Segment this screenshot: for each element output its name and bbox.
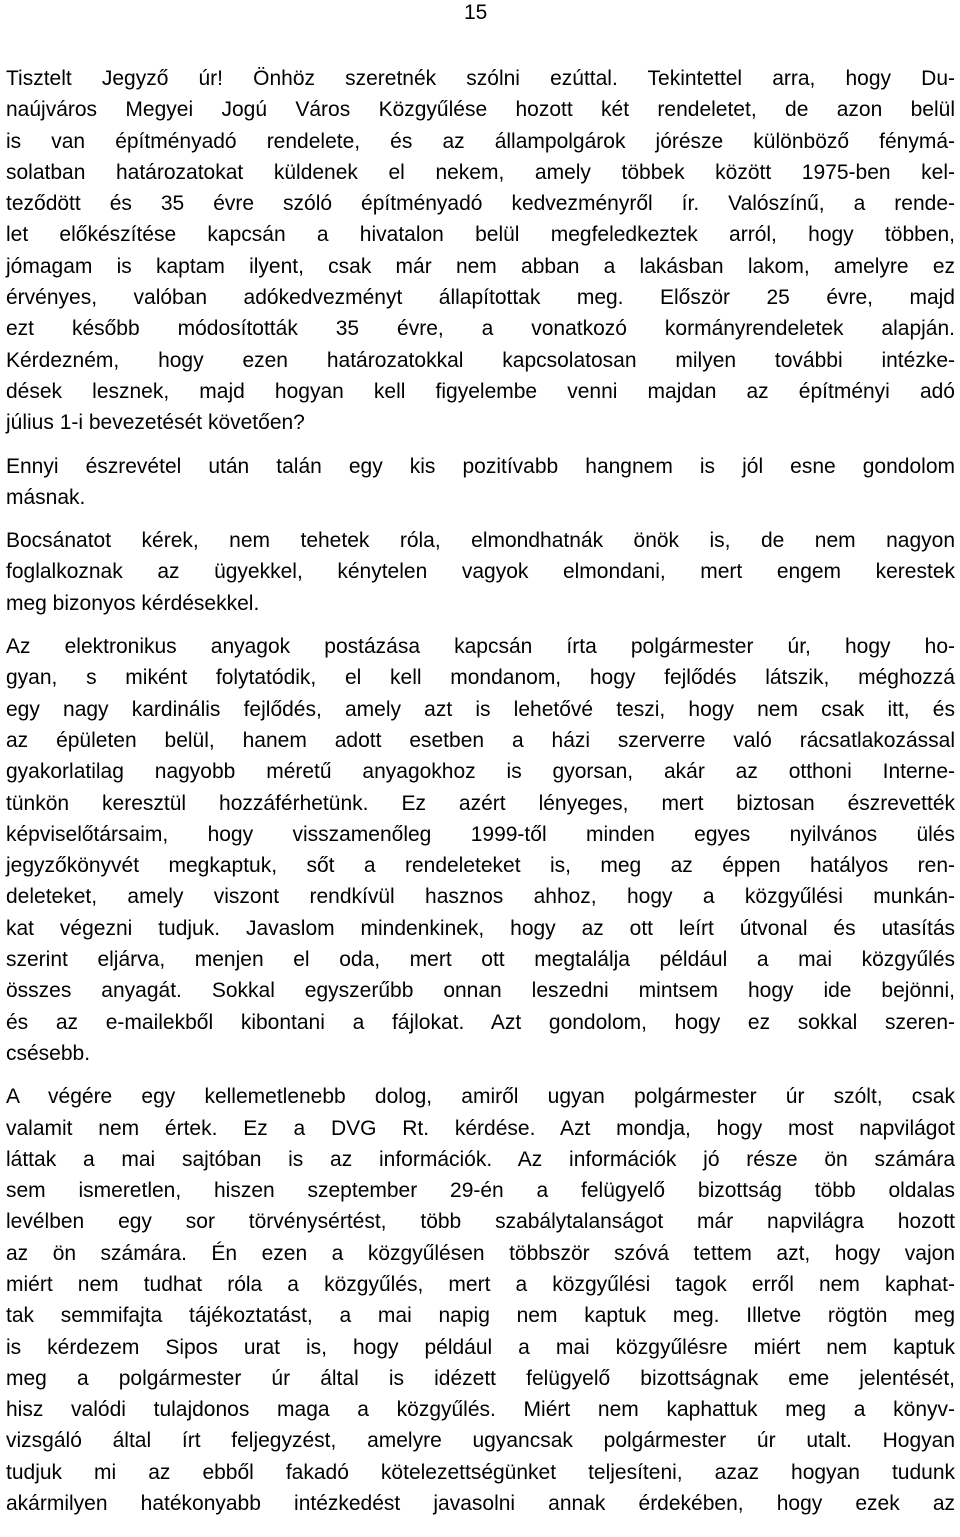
text-line: kat végezni tudjuk. Javaslom mindenkinek, hogy az ott leírt útvonal és utasítás [6, 916, 955, 940]
text-line: az épületen belül, hanem adott esetben a házi szerverre való rácsatlakozással [6, 728, 955, 752]
text-line: solatban határozatokat küldenek el nekem, amely többek között 1975-ben kel- [6, 160, 955, 184]
text-line: deleteket, amely viszont rendkívül hasznos ahhoz, hogy a közgyűlési munkán- [6, 885, 955, 909]
text-line: valamit nem értek. Ez a DVG Rt. kérdése. Azt mondja, hogy most napvilágot [6, 1116, 955, 1140]
text-line: levélben egy sor törvénysértést, több szabálytalanságot már napvilágra hozott [6, 1210, 955, 1234]
text-line: akármilyen hatékonyabb intézkedést javasolni annak érdekében, hogy ezek az [6, 1492, 955, 1516]
text-line: is van építményadó rendelete, és az állampolgárok jórésze különböző fénymá- [6, 129, 955, 153]
page-number-text: 15 [464, 1, 488, 24]
text-line: A végére egy kellemetlenebb dolog, amiről ugyan polgármester úr szólt, csak [6, 1085, 955, 1109]
text-line: vizsgáló által írt feljegyzést, amelyre ugyancsak polgármester úr utalt. Hogyan [6, 1429, 955, 1453]
text-line: az ön számára. Én ezen a közgyűlésen többször szóvá tettem azt, hogy vajon [6, 1241, 955, 1265]
paragraph-5 [6, 1081, 955, 1519]
text-line: gyakorlatilag nagyobb méretű anyagokhoz is gyorsan, akár az otthoni Interne- [6, 760, 955, 784]
text-line: Tisztelt Jegyző úr! Önhöz szeretnék szólni ezúttal. Tekintettel arra, hogy Du- [6, 67, 955, 90]
text-line: jegyzőkönyvét megkaptuk, sőt a rendeleteket is, meg az éppen hatályos ren- [6, 854, 955, 878]
text-line: érvényes, valóban adókedvezményt állapítottak meg. Először 25 évre, majd [6, 286, 955, 310]
text-line: egy nagy kardinális fejlődés, amely azt is lehetővé teszi, hogy nem csak itt, és [6, 697, 955, 721]
text-line: jómagam is kaptam ilyent, csak már nem abban a lakásban lakom, amelyre ez [6, 254, 955, 278]
text-line: is kérdezem Sipos urat is, hogy például a mai közgyűlésre miért nem kaptuk [6, 1335, 955, 1359]
text-line: sem ismeretlen, hiszen szeptember 29-én a felügyelő bizottság több oldalas [6, 1179, 955, 1203]
text-line: július 1-i bevezetését követően? [6, 411, 305, 435]
text-line: képviselőtársaim, hogy visszamenőleg 1999-től minden egyes nyilvános ülés [6, 822, 955, 846]
text-line: másnak. [6, 485, 86, 509]
text-line: Ennyi észrevétel után talán egy kis pozitívabb hangnem is jól esne gondolom [6, 454, 955, 478]
text-line: csésebb. [6, 1041, 91, 1065]
text-line: Bocsánatot kérek, nem tehetek róla, elmondhatnák önök is, de nem nagyon [6, 529, 955, 553]
paragraph-3 [6, 525, 955, 619]
text-line: gyan, s miként folytatódik, el kell mondanom, hogy fejlődés látszik, méghozzá [6, 666, 955, 690]
text-line: naújváros Megyei Jogú Város Közgyűlése hozott két rendeletet, de azon belül [6, 98, 955, 122]
text-line: Kérdezném, hogy ezen határozatokkal kapcsolatosan milyen további intézke- [6, 348, 955, 372]
paragraph-1 [6, 63, 955, 439]
text-line: tudjuk mi az ebből fakadó kötelezettségünket teljesíteni, azaz hogyan tudunk [6, 1460, 955, 1484]
text-line: meg bizonyos kérdésekkel. [6, 591, 260, 615]
text-line: láttak a mai sajtóban is az információk. Az információk jó része ön számára [6, 1147, 955, 1171]
text-line: meg a polgármester úr által is idézett felügyelő bizottságnak eme jelentését, [6, 1366, 955, 1390]
text-line: hisz valódi tulajdonos maga a közgyűlés. Miért nem kaphattuk meg a könyv- [6, 1398, 955, 1422]
text-line: foglalkoznak az ügyekkel, kénytelen vagyok elmondani, mert engem kerestek [6, 560, 955, 584]
text-line: és az e-mailekből kibontani a fájlokat. Azt gondolom, hogy ez sokkal szeren- [6, 1010, 955, 1034]
text-line: dések lesznek, majd hogyan kell figyelembe venni majdan az építményi adó [6, 379, 955, 403]
text-line: miért nem tudhat róla a közgyűlés, mert a közgyűlési tagok erről nem kaphat- [6, 1272, 955, 1296]
document-body [6, 63, 955, 1531]
paragraph-4 [6, 631, 955, 1069]
text-line: ezt később módosították 35 évre, a vonatkozó kormányrendeletek alapján. [6, 317, 955, 341]
text-line: Az elektronikus anyagok postázása kapcsán írta polgármester úr, hogy ho- [6, 635, 955, 659]
text-line: teződött és 35 évre szóló építményadó kedvezményről ír. Valószínű, a rende- [6, 192, 955, 216]
text-line: let előkészítése kapcsán a hivatalon belül megfeledkeztek arról, hogy többen, [6, 223, 955, 247]
text-line: tak semmifajta tájékoztatást, a mai napig nem kaptuk meg. Illetve rögtön meg [6, 1304, 955, 1328]
text-line: összes anyagát. Sokkal egyszerűbb onnan leszedni mintsem hogy ide bejönni, [6, 979, 955, 1003]
text-line: szerint eljárva, menjen el oda, mert ott megtalálja például a mai közgyűlés [6, 948, 955, 972]
text-line: tünkön keresztül hozzáférhetünk. Ez azért lényeges, mert biztosan észrevették [6, 791, 955, 815]
paragraph-2 [6, 451, 955, 514]
